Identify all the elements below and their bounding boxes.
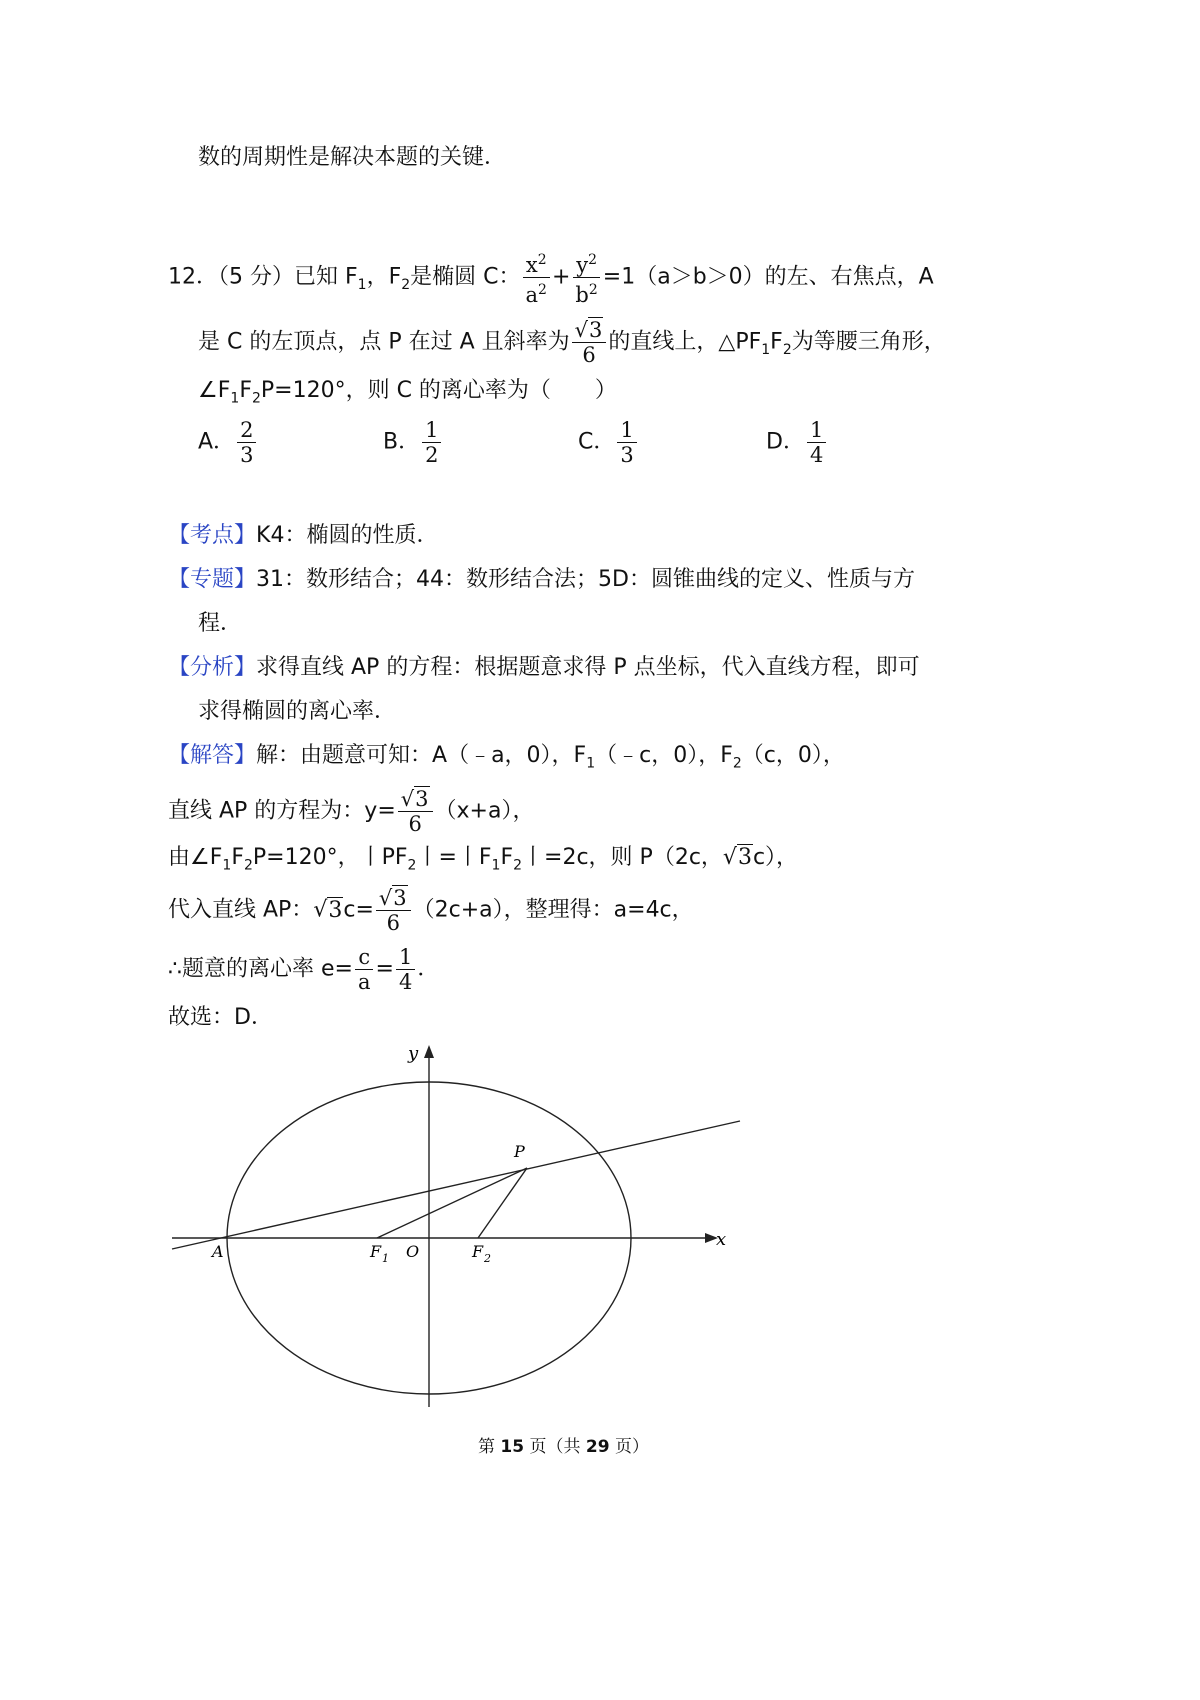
text: （﹣c，0），F bbox=[595, 743, 733, 768]
section-text-cont: 求得椭圆的离心率． bbox=[198, 699, 397, 724]
sub: 2 bbox=[732, 755, 742, 772]
option-fraction bbox=[617, 418, 636, 467]
text: ，F bbox=[366, 264, 402, 290]
text: （c，0）， bbox=[741, 743, 845, 768]
fraction-x2-a2 bbox=[523, 248, 550, 307]
ellipse-figure bbox=[160, 1035, 760, 1415]
text: ∠F bbox=[198, 378, 231, 403]
y: y bbox=[576, 253, 589, 277]
segment-f1p bbox=[377, 1168, 527, 1238]
option-fraction bbox=[237, 418, 256, 467]
text: ∴题意的离心率 e= bbox=[168, 956, 353, 982]
den: 2 bbox=[425, 443, 439, 467]
sub: 2 bbox=[251, 390, 261, 407]
fraction-sqrt3-6: $\frac{√3}{6}$ bbox=[572, 318, 607, 367]
fenxi-section bbox=[168, 653, 920, 683]
sub: 1 bbox=[586, 755, 596, 772]
num: 1 bbox=[617, 418, 636, 443]
text: c= bbox=[343, 897, 374, 923]
kaodian-section bbox=[168, 521, 438, 551]
section-text: 31：数形结合；44：数形结合法；5D：圆锥曲线的定义、性质与方 bbox=[256, 567, 915, 592]
section-text: K4：椭圆的性质． bbox=[256, 523, 439, 548]
num: 1 bbox=[396, 945, 415, 970]
num: 2 bbox=[237, 418, 256, 443]
page-footer bbox=[478, 1432, 649, 1457]
label-p: P bbox=[514, 1142, 525, 1161]
label-f1: F bbox=[370, 1242, 382, 1261]
text: F bbox=[500, 845, 514, 870]
text: 直线 AP 的方程为：y= bbox=[168, 798, 396, 824]
text: F bbox=[239, 378, 252, 403]
text: P=120°，则 C 的离心率为（ ） bbox=[260, 378, 617, 403]
radicand: 3 bbox=[415, 787, 429, 811]
text: 为等腰三角形， bbox=[791, 329, 946, 355]
section-tag: 【考点】 bbox=[168, 523, 257, 548]
sub: 2 bbox=[513, 857, 523, 874]
radicand: 3 bbox=[393, 886, 407, 910]
den: 3 bbox=[620, 443, 634, 467]
option-a bbox=[198, 418, 258, 467]
jieda-line-3 bbox=[168, 843, 798, 880]
text: 的直线上，△PF bbox=[608, 329, 762, 355]
previous-text-tail: 数的周期性是解决本题的关键． bbox=[198, 145, 507, 170]
text: = bbox=[375, 956, 394, 982]
option-label: B． bbox=[383, 429, 421, 455]
text: 解：由题意可知：A（﹣a，0），F bbox=[256, 743, 587, 768]
den: 4 bbox=[809, 443, 824, 467]
a: a bbox=[525, 283, 539, 307]
sub: 1 bbox=[357, 276, 367, 293]
sup: 2 bbox=[588, 282, 598, 298]
text: 丨=2c，则 P（2c， bbox=[522, 845, 723, 870]
fraction-sqrt3-6: $\frac{√3}{6}$ bbox=[398, 787, 433, 836]
label-f2: F bbox=[472, 1242, 484, 1261]
jieda-line-5 bbox=[168, 945, 439, 994]
jieda-line-2 bbox=[168, 787, 534, 836]
sqrt3: √3 bbox=[722, 845, 752, 870]
text: F bbox=[770, 329, 783, 355]
line-ap bbox=[172, 1121, 740, 1249]
fraction-y2-b2 bbox=[572, 248, 600, 307]
radicand: 3 bbox=[328, 897, 343, 923]
jieda-line-4 bbox=[168, 886, 694, 935]
sub: 1 bbox=[222, 857, 232, 874]
page-total: 29 bbox=[585, 1437, 610, 1457]
sup: 2 bbox=[537, 252, 547, 268]
question-line-2 bbox=[198, 318, 946, 367]
den: a bbox=[357, 970, 371, 994]
den: 6 bbox=[582, 343, 596, 367]
section-text: 求得直线 AP 的方程：根据题意求得 P 点坐标，代入直线方程，即可 bbox=[256, 655, 920, 680]
label-f1-sub: 1 bbox=[382, 1252, 389, 1265]
section-tag: 【分析】 bbox=[168, 655, 257, 680]
option-b bbox=[383, 418, 443, 467]
question-number: 12． bbox=[168, 264, 218, 290]
text: 已知 F bbox=[294, 264, 358, 290]
den: 6 bbox=[386, 911, 400, 935]
question-score: （5 分） bbox=[218, 264, 294, 290]
text: 是椭圆 C： bbox=[410, 264, 521, 290]
sup: 2 bbox=[588, 252, 597, 268]
footer-text: 第 bbox=[478, 1437, 501, 1457]
option-label: D． bbox=[766, 429, 805, 455]
section-text-cont: 程． bbox=[198, 611, 243, 636]
num: c bbox=[355, 945, 373, 970]
option-d bbox=[766, 418, 828, 467]
sub: 2 bbox=[243, 857, 253, 874]
label-x: x bbox=[716, 1229, 727, 1250]
fraction-1-4 bbox=[396, 945, 415, 994]
footer-text: 页（共 bbox=[524, 1437, 586, 1457]
plus: + bbox=[551, 264, 571, 290]
y-axis-arrow bbox=[424, 1045, 434, 1058]
text: ． bbox=[417, 956, 440, 982]
text: 由∠F bbox=[168, 845, 223, 870]
x: x bbox=[525, 253, 538, 277]
text: 是 C 的左顶点，点 P 在过 A 且斜率为 bbox=[198, 329, 570, 355]
num: 1 bbox=[422, 418, 441, 443]
question-line-1 bbox=[168, 248, 934, 307]
sub: 2 bbox=[782, 341, 792, 358]
option-label: A． bbox=[198, 429, 236, 455]
jieda-line-1 bbox=[168, 741, 845, 778]
label-a: A bbox=[212, 1242, 224, 1261]
text: F bbox=[231, 845, 244, 870]
fraction-sqrt3-6: $\frac{√3}{6}$ bbox=[376, 886, 411, 935]
label-o: O bbox=[406, 1242, 420, 1261]
jieda-line-6: 故选：D． bbox=[168, 1005, 273, 1030]
option-fraction bbox=[807, 418, 826, 467]
text: （x+a）， bbox=[434, 798, 535, 824]
radicand: 3 bbox=[737, 845, 752, 870]
text: P=120°，丨PF bbox=[252, 845, 408, 870]
sub: 2 bbox=[401, 276, 411, 293]
num: 1 bbox=[807, 418, 826, 443]
section-tag: 【解答】 bbox=[168, 743, 257, 768]
zhuanti-section bbox=[168, 565, 915, 595]
den: 6 bbox=[408, 812, 422, 836]
text: （2c+a），整理得：a=4c， bbox=[412, 897, 694, 923]
sub: 1 bbox=[761, 341, 771, 358]
label-f2-sub: 2 bbox=[484, 1252, 491, 1265]
option-c bbox=[578, 418, 639, 467]
radicand: 3 bbox=[589, 318, 603, 342]
b: b bbox=[575, 283, 589, 307]
sqrt3: √3 bbox=[313, 897, 343, 923]
text: 代入直线 AP： bbox=[168, 897, 314, 923]
page-number: 15 bbox=[500, 1437, 525, 1457]
option-fraction bbox=[422, 418, 441, 467]
text: 丨=丨F bbox=[416, 845, 492, 870]
sub: 1 bbox=[491, 857, 501, 874]
sup: 2 bbox=[538, 282, 547, 298]
den: 4 bbox=[398, 970, 413, 994]
sub: 2 bbox=[407, 857, 417, 874]
section-tag: 【专题】 bbox=[168, 567, 257, 592]
text: =1（a＞b＞0）的左、右焦点，A bbox=[602, 264, 934, 290]
den: 3 bbox=[240, 443, 254, 467]
sub: 1 bbox=[230, 390, 240, 407]
text: c）， bbox=[752, 845, 799, 870]
footer-text: 页） bbox=[609, 1437, 649, 1457]
label-y: y bbox=[408, 1043, 419, 1064]
fraction-c-a bbox=[355, 945, 374, 994]
option-label: C． bbox=[578, 429, 616, 455]
question-line-3 bbox=[198, 376, 617, 413]
